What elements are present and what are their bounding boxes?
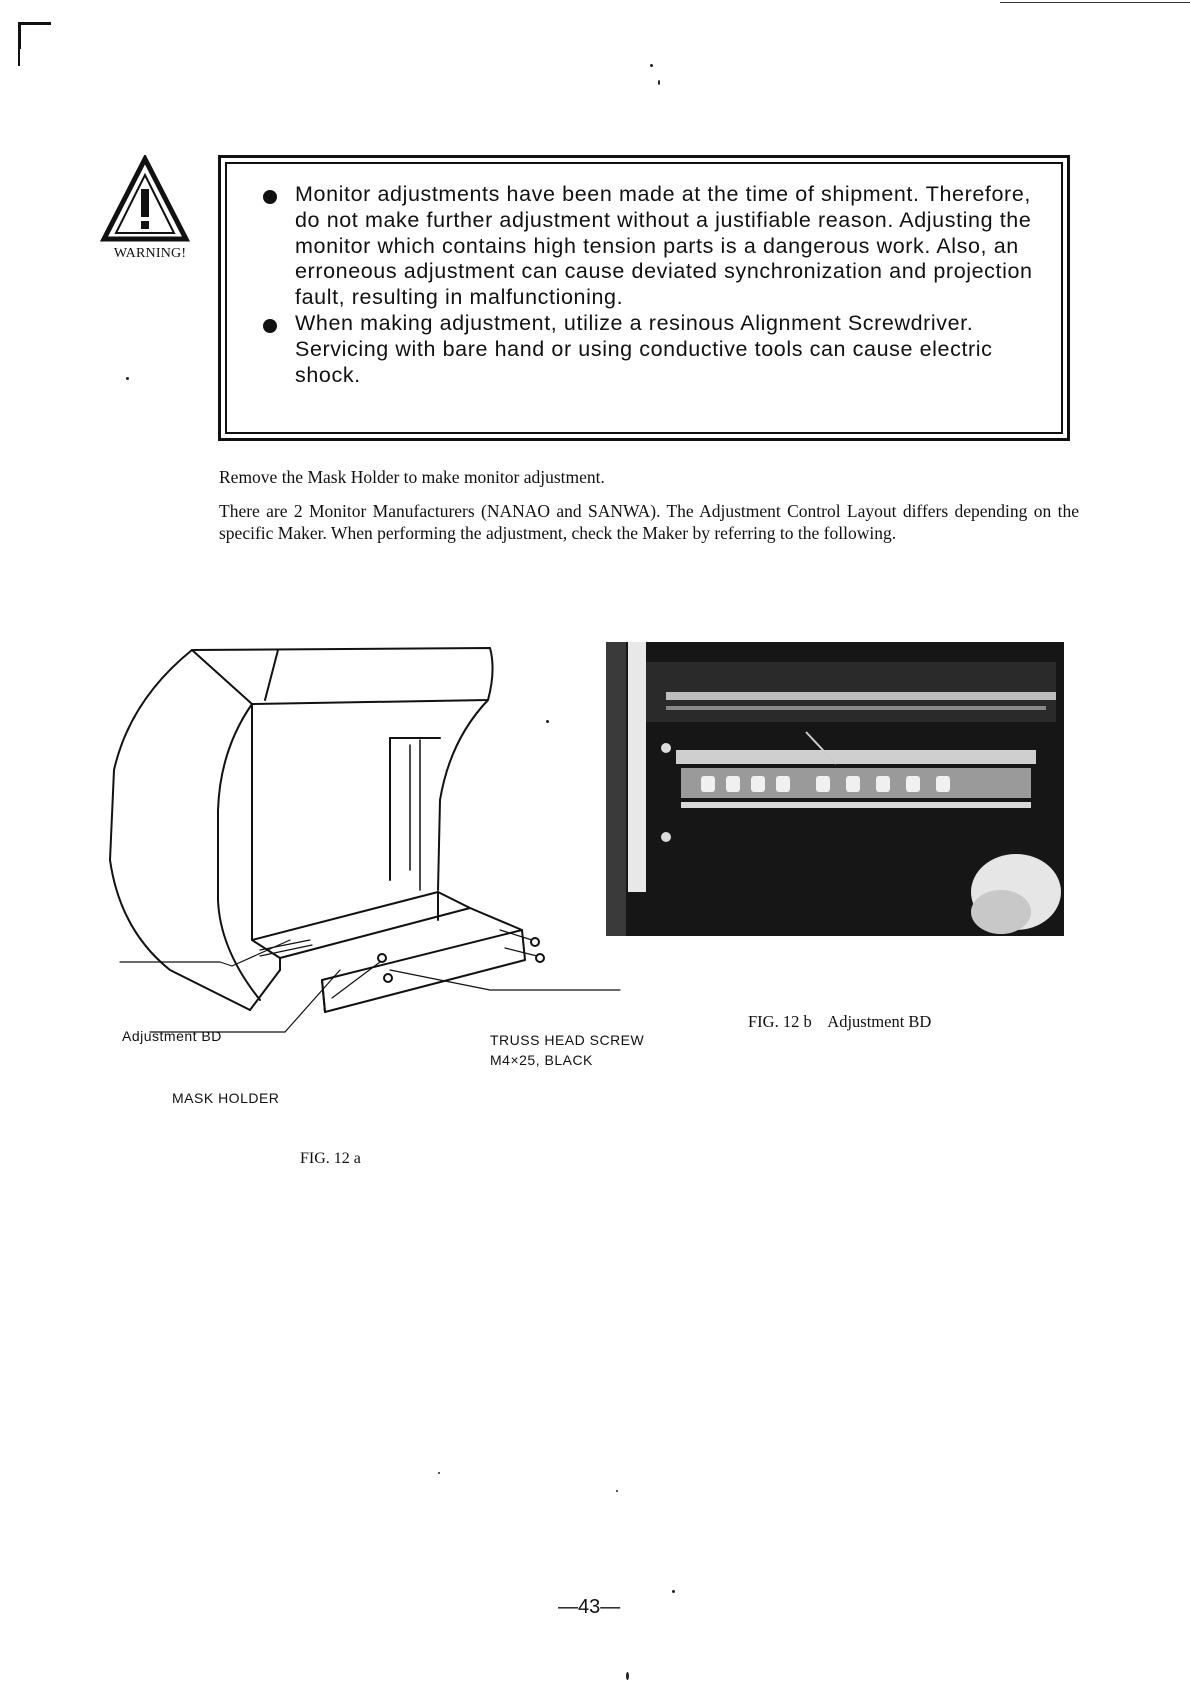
- adjustment-board-photo: [606, 642, 1064, 936]
- corner-mark: [18, 22, 51, 49]
- warning-item-text: When making adjustment, utilize a resinous Alignment Screwdriver. Servicing with bare hand or using conductive tools can cause electric shock.: [295, 310, 993, 387]
- label-adjustment-bd: Adjustment BD: [122, 1028, 222, 1044]
- warning-triangle-icon: [100, 155, 190, 245]
- bullet-icon: [263, 319, 277, 333]
- label-screw-size: M4×25, BLACK: [490, 1052, 593, 1068]
- page-number: —43—: [558, 1596, 621, 1618]
- warning-box: [218, 155, 1070, 441]
- cabinet-diagram: [100, 640, 660, 1090]
- scan-speck: [626, 1672, 629, 1680]
- bullet-icon: [263, 190, 277, 204]
- warning-label: WARNING!: [113, 246, 187, 261]
- label-mask-holder: MASK HOLDER: [172, 1090, 280, 1106]
- corner-mark-tail: [18, 46, 20, 66]
- caption-fig-12a: FIG. 12 a: [300, 1150, 361, 1167]
- label-truss-head-screw: TRUSS HEAD SCREW: [490, 1032, 645, 1048]
- warning-item: [255, 182, 1047, 311]
- scan-speck: [650, 64, 653, 67]
- caption-fig-12b: FIG. 12 b Adjustment BD: [748, 1012, 932, 1031]
- scan-speck: [658, 80, 660, 85]
- paragraph-mask-holder: Remove the Mask Holder to make monitor adjustment.: [219, 467, 605, 487]
- scan-speck: [546, 720, 549, 723]
- scan-speck: [616, 1490, 618, 1492]
- warning-item-text: Monitor adjustments have been made at the time of shipment. Therefore, do not make further adjustment without a justifiable reason. Adjusting the monitor which contains high tension parts is a dangerous work. Also, an erroneous adjustment can cause deviated synchronization and projection fault, resulting in malfunctioning.: [295, 182, 1033, 310]
- paragraph-manufacturers: There are 2 Monitor Manufacturers (NANAO and SANWA). The Adjustment Control Layout differs depending on the specific Maker. When performing the adjustment, check the Maker by referring to the following.: [219, 501, 1079, 543]
- scan-speck: [672, 1590, 675, 1593]
- scan-speck: [438, 1472, 440, 1474]
- warning-item: [255, 311, 1047, 388]
- scan-speck: [126, 377, 129, 380]
- top-edge-line: [1000, 2, 1190, 3]
